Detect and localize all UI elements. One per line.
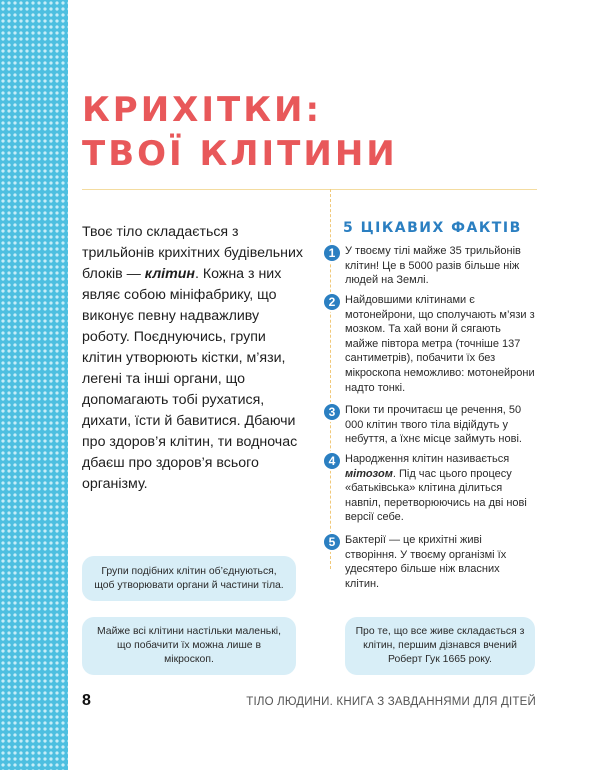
title-line-2: ТВОЇ КЛІТИНИ xyxy=(82,134,398,174)
fact-emphasis: мітозом xyxy=(345,467,393,480)
info-bubble-robert-hooke: Про те, що все живе складається з клітин, першим дізнався вчений Роберт Гук 1665 року. xyxy=(345,617,535,675)
intro-paragraph xyxy=(82,222,306,495)
facts-heading: 5 ЦІКАВИХ ФАКТІВ xyxy=(343,220,522,236)
page-number: 8 xyxy=(82,692,91,709)
fact-text: Найдовшими клітинами є мотонейрони, що сполучають м’язи з мозком. Та хай вони й сягають майже півтора метра (точніше 137 сантиметрів), побачити їх без мікроскопа неможливо: мотонейрони надто тонкі. xyxy=(345,294,535,394)
fact-text: Поки ти прочитаєш це речення, 50 000 клітин твого тіла відійдуть у небуття, а їхнє місце займуть нові. xyxy=(345,404,522,446)
fact-text-start: Народження клітин називається xyxy=(345,453,510,465)
info-bubble-groups: Групи подібних клітин об’єднуються, щоб утворювати органи й частини тіла. xyxy=(82,556,296,601)
fact-number-badge: 2 xyxy=(322,292,342,312)
book-title-footer: ТІЛО ЛЮДИНИ. КНИГА З ЗАВДАННЯМИ ДЛЯ ДІТЕЙ xyxy=(246,696,536,708)
decorative-dot-pattern xyxy=(0,0,68,770)
fact-number-badge: 1 xyxy=(322,243,342,263)
intro-text-end: . Кожна з них являє собою мініфабрику, що виконує певну надважливу роботу. Поєднуючись, групи клітин утворюють кістки, м’язи, легені та інші органи, що допомагають тобі рухатися, дихати, їсти й бавитися. Дбаючи про здоров’я клітин, ти водночас дбаєш про здоров’я всього організму. xyxy=(82,266,298,492)
fact-text-end: . Під час цього процесу «батьківська» клітина ділиться навпіл, перетворюючись на дві нові версії себе. xyxy=(345,467,527,524)
page-title xyxy=(82,88,398,176)
fact-number-badge: 4 xyxy=(322,451,342,471)
info-bubble-small-cells: Майже всі клітини настільки маленькі, що побачити їх можна лише в мікроскоп. xyxy=(82,617,296,675)
fact-number-badge: 3 xyxy=(322,402,342,422)
intro-emphasis: клітин xyxy=(144,266,195,282)
fact-number-badge: 5 xyxy=(322,532,342,552)
fact-text: Бактерії — це крихітні живі створіння. У твоєму організмі їх удесятеро більше ніж власних клітин. xyxy=(345,534,507,590)
horizontal-divider xyxy=(82,189,537,190)
fact-text: У твоєму тілі майже 35 трильйонів клітин! Це в 5000 разів більше ніж людей на Землі. xyxy=(345,245,521,287)
title-line-1: КРИХІТКИ: xyxy=(82,90,323,130)
intro-text-start: Твоє тіло складається з трильйонів крихітних будівельних блоків — xyxy=(82,224,304,282)
fact-text xyxy=(345,452,535,525)
